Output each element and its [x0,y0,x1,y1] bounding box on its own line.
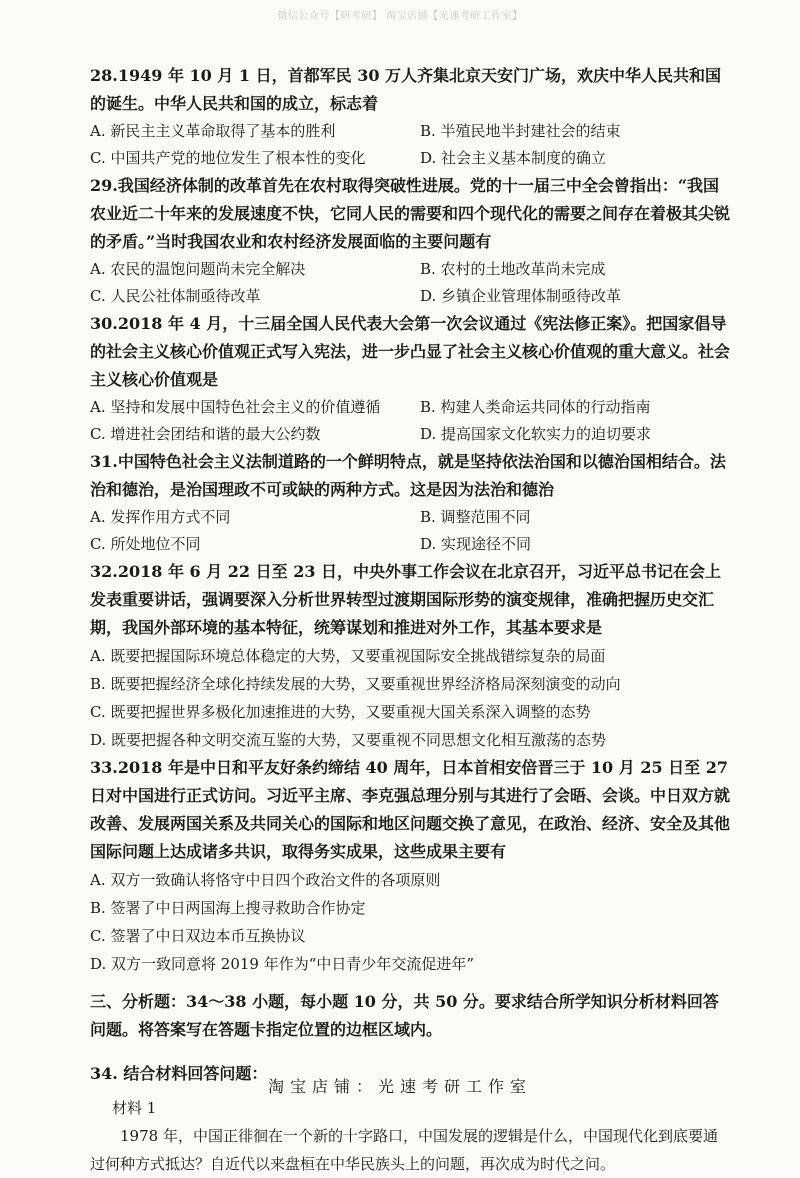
question-stem: 31.中国特色社会主义法制道路的一个鲜明特点，就是坚持依法治国和以德治国相结合。法治和德治，是治国理政不可或缺的两种方式。这是因为法治和德治 [90,452,726,499]
option-b: B. 半殖民地半封建社会的结束 [420,122,621,140]
section-heading: 三、分析题：34～38 小题，每小题 10 分，共 50 分。要求结合所学知识分析材料回答问题。将答案写在答题卡指定位置的边框区域内。 [90,992,719,1039]
option-c: C. 既要把握世界多极化加速推进的大势，又要重视大国关系深入调整的态势 [90,703,591,721]
footer-shop-name: 淘宝店铺：光速考研工作室 [267,1077,532,1096]
options [90,256,730,310]
question-30 [90,310,730,448]
option-d: D. 提高国家文化软实力的迫切要求 [420,425,652,443]
options [90,118,730,172]
question-33 [90,754,730,978]
options [90,394,730,448]
option-c: C. 人民公社体制亟待改革 [90,287,261,305]
option-c: C. 签署了中日双边本币互换协议 [90,927,306,945]
option-d: D. 社会主义基本制度的确立 [420,149,607,167]
question-stem: 28.1949 年 10 月 1 日，首都军民 30 万人齐集北京天安门广场，欢庆中华人民共和国的诞生。中华人民共和国的成立，标志着 [90,66,722,113]
option-b: B. 农村的土地改革尚未完成 [420,260,606,278]
option-a: A. 双方一致确认将恪守中日四个政治文件的各项原则 [90,871,441,889]
option-c: C. 增进社会团结和谐的最大公约数 [90,425,321,443]
question-stem: 29.我国经济体制的改革首先在农村取得突破性进展。党的十一届三中全会曾指出：“我国农业近二十年来的发展速度不快，它同人民的需要和四个现代化的需要之间存在着极其尖锐的矛盾。”当时我国农业和农村经济发展面临的主要问题有 [90,176,731,251]
option-c: C. 中国共产党的地位发生了根本性的变化 [90,149,366,167]
question-stem: 30.2018 年 4 月，十三届全国人民代表大会第一次会议通过《宪法修正案》。把国家倡导的社会主义核心价值观正式写入宪法，进一步凸显了社会主义核心价值观的重大意义。社会主义核心价值观是 [90,314,731,389]
option-a: A. 农民的温饱问题尚未完全解决 [90,260,306,278]
options [90,504,730,558]
option-d: D. 双方一致同意将 2019 年作为“中日青少年交流促进年” [90,955,475,973]
option-a: A. 新民主主义革命取得了基本的胜利 [90,122,336,140]
question-stem: 32.2018 年 6 月 22 日至 23 日，中央外事工作会议在北京召开，习近平总书记在会上发表重要讲话，强调要深入分析世界转型过渡期国际形势的演变规律，准确把握历史交汇期，我国外部环境的基本特征，统筹谋划和推进对外工作，其基本要求是 [90,562,722,637]
option-a: A. 发挥作用方式不同 [90,508,231,526]
option-d: D. 实现途径不同 [420,535,532,553]
option-b: B. 构建人类命运共同体的行动指南 [420,398,651,416]
option-c: C. 所处地位不同 [90,535,201,553]
option-d: D. 既要把握各种文明交流互鉴的大势，又要重视不同思想文化相互激荡的态势 [90,731,607,749]
option-d: D. 乡镇企业管理体制亟待改革 [420,287,622,305]
question-34-title: 34. 结合材料回答问题： [90,1064,268,1083]
options [90,866,730,978]
question-28 [90,62,730,172]
question-31 [90,448,730,558]
exam-page [90,62,730,1178]
option-a: A. 既要把握国际环境总体稳定的大势，又要重视国际安全挑战错综复杂的局面 [90,647,606,665]
option-b: B. 既要把握经济全球化持续发展的大势，又要重视世界经济格局深刻演变的动向 [90,675,621,693]
watermark: 微信公众号【研考研】 淘宝店铺【光速考研工作室】 [277,11,523,22]
question-stem: 33.2018 年是中日和平友好条约缔结 40 周年，日本首相安倍晋三于 10 月 25 日至 27 日对中国进行正式访问。习近平主席、李克强总理分别与其进行了会晤、会谈。中日双方就改善、发展两国关系及共同关心的国际和地区问题交换了意见，在政治、经济、安全及其他国际问题上达成诸多共识，取得务实成果，这些成果主要有 [90,758,731,861]
material-text: 1978 年，中国正徘徊在一个新的十字路口，中国发展的逻辑是什么，中国现代化到底要通过何种方式抵达？自近代以来盘桓在中华民族头上的问题，再次成为时代之问。 [90,1127,718,1173]
question-29 [90,172,730,310]
material-title: 材料 1 [112,1099,157,1117]
options [90,642,730,754]
option-a: A. 坚持和发展中国特色社会主义的价值遵循 [90,398,381,416]
question-32 [90,558,730,754]
option-b: B. 调整范围不同 [420,508,531,526]
option-b: B. 签署了中日两国海上搜寻救助合作协定 [90,899,366,917]
